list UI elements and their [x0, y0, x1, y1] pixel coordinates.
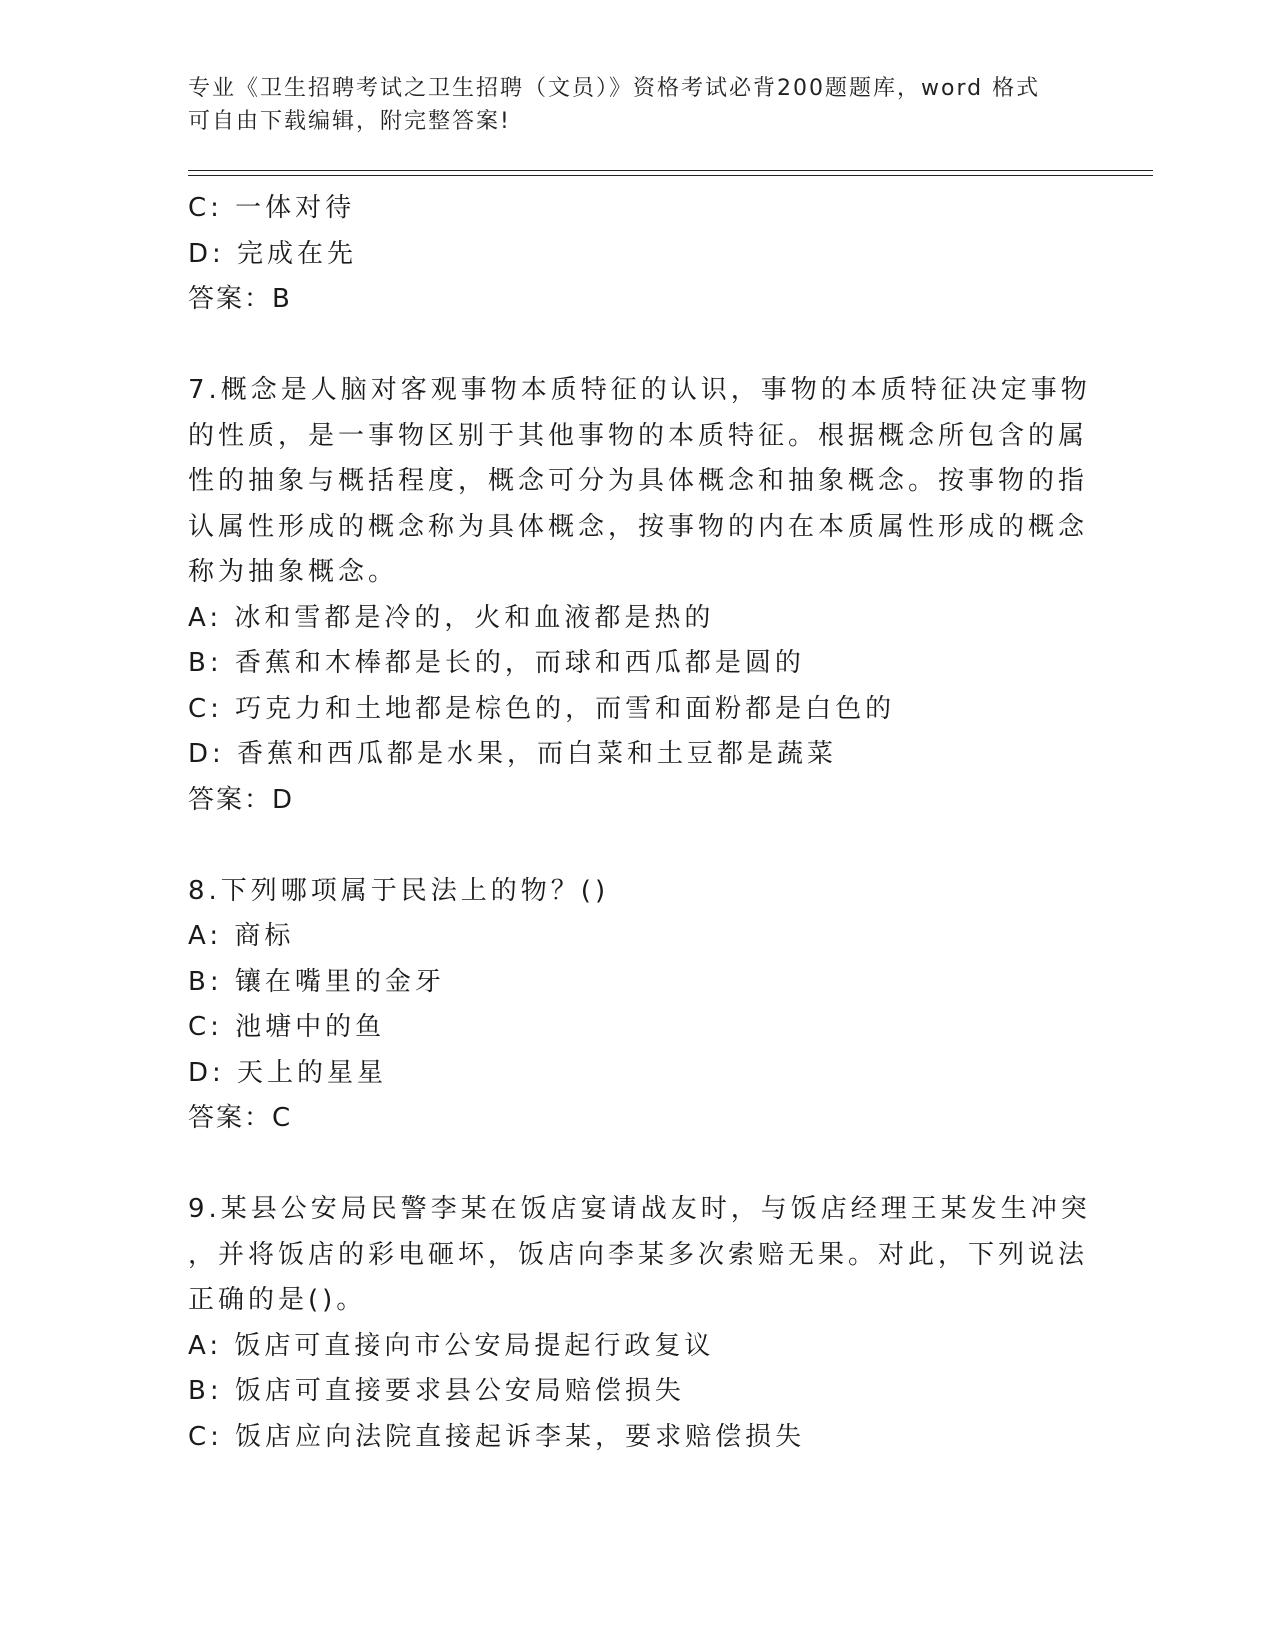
question-7-line: 认属性形成的概念称为具体概念，按事物的内在本质属性形成的概念	[188, 511, 1089, 542]
question-9-stem	[188, 1187, 1091, 1324]
question-9-option-b: B: 饭店可直接要求县公安局赔偿损失	[188, 1376, 685, 1406]
spacer	[188, 323, 1088, 369]
question-7-option-a: A: 冰和雪都是冷的，火和血液都是热的	[188, 602, 715, 633]
question-7-line: 7.概念是人脑对客观事物本质特征的认识，事物的本质特征决定事物	[188, 375, 1091, 405]
header-line-1: 专业《卫生招聘考试之卫生招聘（文员）》资格考试必背200题题库，word 格式	[188, 76, 1041, 101]
question-7-line: 称为抽象概念。	[188, 557, 399, 587]
prev-option-d: D: 完成在先	[188, 238, 358, 269]
question-8-stem: 8.下列哪项属于民法上的物？()	[188, 875, 610, 906]
question-9-line: ，并将饭店的彩电砸坏，饭店向李某多次索赔无果。对此，下列说法	[188, 1239, 1089, 1270]
question-8-answer: 答案：C	[188, 1103, 293, 1133]
question-7-line: 性的抽象与概括程度，概念可分为具体概念和抽象概念。按事物的指	[188, 466, 1089, 496]
prev-option-c: C: 一体对待	[188, 193, 356, 223]
question-9-line: 9.某县公安局民警李某在饭店宴请战友时，与饭店经理王某发生冲突	[188, 1194, 1091, 1224]
question-8-option-c: C: 池塘中的鱼	[188, 1012, 386, 1042]
prev-answer: 答案：B	[188, 284, 292, 314]
header-line-2: 可自由下载编辑，附完整答案!	[188, 109, 511, 134]
question-7-line: 的性质，是一事物区别于其他事物的本质特征。根据概念所包含的属	[188, 420, 1089, 451]
question-8-option-d: D: 天上的星星	[188, 1057, 388, 1088]
question-7-option-c: C: 巧克力和土地都是棕色的，而雪和面粉都是白色的	[188, 693, 896, 724]
question-9-line: 正确的是()。	[188, 1285, 367, 1315]
question-8-option-a: A: 商标	[188, 921, 295, 951]
question-7-option-d: D: 香蕉和西瓜都是水果，而白菜和土豆都是蔬菜	[188, 739, 838, 769]
header-rule-top	[188, 170, 1153, 171]
question-7-answer: 答案：D	[188, 784, 295, 815]
question-9-option-c: C: 饭店应向法院直接起诉李某，要求赔偿损失	[188, 1421, 806, 1452]
spacer	[188, 823, 1088, 869]
document-header	[188, 72, 1068, 138]
question-8-option-b: B: 镶在嘴里的金牙	[188, 966, 445, 997]
question-9-option-a: A: 饭店可直接向市公安局提起行政复议	[188, 1330, 715, 1361]
question-7-option-b: B: 香蕉和木棒都是长的，而球和西瓜都是圆的	[188, 648, 805, 678]
header-rule-bottom	[188, 175, 1153, 176]
document-body	[188, 186, 1091, 1460]
spacer	[188, 1142, 1088, 1188]
question-7-stem	[188, 368, 1091, 596]
